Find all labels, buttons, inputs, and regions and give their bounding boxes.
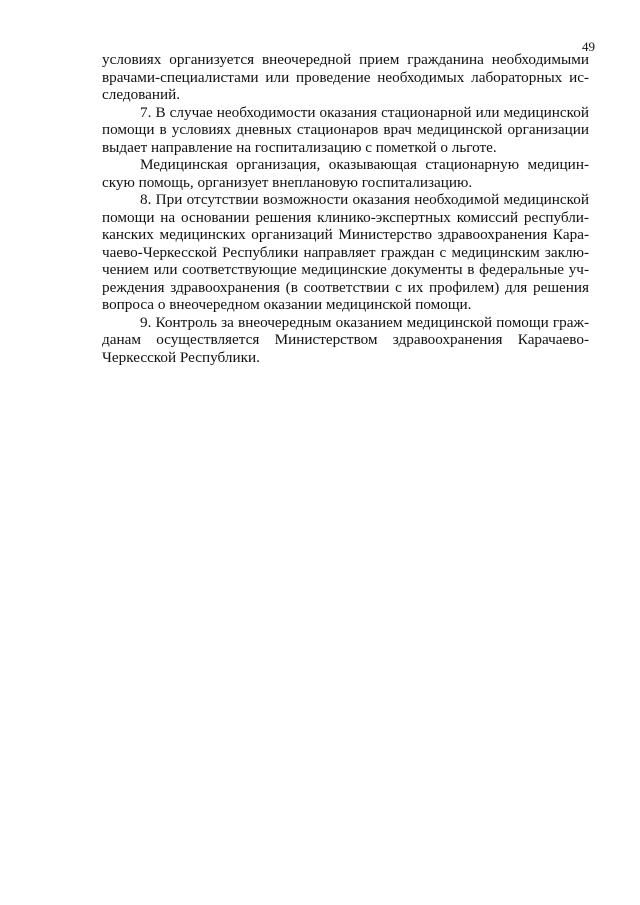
page-number: 49 [582, 39, 595, 54]
document-body [102, 51, 589, 366]
text-line: условиях организуется внеочередной прием гражданина необходимыми [102, 51, 589, 68]
text-line: чением или соответствующие медицинские документы в федеральные уч- [102, 261, 589, 278]
text-line: скую помощь, организует внеплановую госпитализацию. [102, 173, 473, 191]
text-line: Медицинская организация, оказывающая стационарную медицин- [140, 156, 589, 173]
text-line: вопроса о внеочередном оказании медицинской помощи. [102, 296, 472, 313]
text-line: помощи в условиях дневных стационаров врач медицинской организации [102, 121, 589, 138]
text-line: реждения здравоохранения (в соответствии с их профилем) для решения [102, 278, 589, 296]
text-line: канских медицинских организаций Министерство здравоохранения Кара- [102, 226, 589, 243]
text-line: чаево-Черкесской Республики направляет граждан с медицинским заклю- [102, 243, 589, 261]
text-line: выдает направление на госпитализацию с пометкой о льготе. [102, 138, 497, 156]
text-line: 8. При отсутствии возможности оказания необходимой медицинской [140, 191, 589, 208]
text-line: данам осуществляется Министерством здравоохранения Карачаево- [102, 331, 589, 348]
text-line: Черкесской Республики. [102, 348, 260, 366]
text-line: 9. Контроль за внеочередным оказанием медицинской помощи граж- [140, 313, 589, 331]
text-line: помощи на основании решения клинико-экспертных комиссий республи- [102, 208, 589, 226]
text-line: следований. [102, 86, 181, 103]
text-line: врачами-специалистами или проведение необходимых лабораторных ис- [102, 68, 589, 86]
text-line: 7. В случае необходимости оказания стационарной или медицинской [140, 103, 589, 121]
